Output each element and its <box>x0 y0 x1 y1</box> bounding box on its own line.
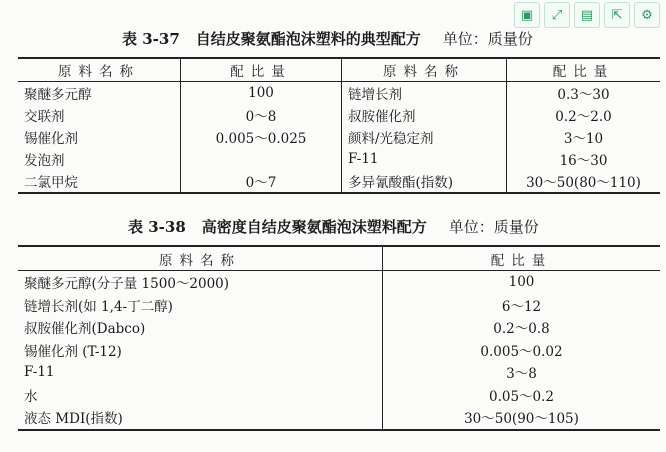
settings-icon[interactable]: ⚙ <box>634 2 660 28</box>
material-cell: 叔胺催化剂 <box>342 104 507 126</box>
header-amount: 配比量 <box>383 246 661 271</box>
formula-table-2 <box>18 245 660 431</box>
table2-number: 表 3-38 <box>128 218 186 236</box>
material-cell: 聚醚多元醇(分子量 1500～2000) <box>18 271 383 294</box>
amount-cell: 16～30 <box>559 153 608 169</box>
expand-icon[interactable]: ⤢ <box>544 2 570 28</box>
table1-caption <box>122 28 666 49</box>
amount-cell: 3～8 <box>506 366 537 383</box>
table2-title: 高密度自结皮聚氨酯泡沫塑料配方 <box>201 218 427 236</box>
table-row <box>18 384 660 407</box>
amount-cell: 0.3～30 <box>557 87 610 103</box>
material-cell: F-11 <box>342 148 507 170</box>
table-row <box>18 82 660 105</box>
table-row <box>18 170 660 193</box>
table2-unit: 单位：质量份 <box>448 218 539 236</box>
amount-cell: 0～7 <box>181 170 342 193</box>
amount-cell: 30～50(90～105) <box>464 411 579 428</box>
material-cell: 水 <box>18 384 383 407</box>
amount-cell: 0.005～0.025 <box>181 126 342 148</box>
table-header-row <box>18 246 660 271</box>
table1-title: 自结皮聚氨酯泡沫塑料的典型配方 <box>195 30 421 48</box>
table-row <box>18 126 660 148</box>
material-cell: 二氯甲烷 <box>18 170 181 193</box>
table-row <box>18 271 660 294</box>
amount-cell: 0.2～0.8 <box>493 321 550 338</box>
table-header-row <box>18 58 660 82</box>
save-icon[interactable]: ▤ <box>574 2 600 28</box>
table2-caption <box>128 216 666 237</box>
amount-cell: 100 <box>508 274 535 291</box>
table-row <box>18 406 660 430</box>
material-cell: 交联剂 <box>18 104 181 126</box>
header-amount: 配比量 <box>507 58 661 82</box>
table-row <box>18 316 660 339</box>
material-cell: 链增长剂 <box>342 82 507 105</box>
table-row <box>18 339 660 362</box>
header-material-name: 原料名称 <box>342 58 507 82</box>
material-cell: 叔胺催化剂(Dabco) <box>18 316 383 339</box>
material-cell: 链增长剂(如 1,4-丁二醇) <box>18 294 383 317</box>
material-cell: 液态 MDI(指数) <box>18 406 383 430</box>
header-material-name: 原料名称 <box>18 246 383 271</box>
table-row <box>18 294 660 317</box>
table1-number: 表 3-37 <box>122 30 180 48</box>
formula-table-1 <box>18 57 660 194</box>
amount-cell: 6～12 <box>501 298 542 315</box>
amount-cell: 0.05～0.2 <box>488 388 555 405</box>
amount-cell: 100 <box>181 82 342 105</box>
amount-cell: 30～50(80～110) <box>526 175 641 191</box>
table-row <box>18 148 660 170</box>
amount-cell: 0～8 <box>181 104 342 126</box>
material-cell: 锡催化剂 (T-12) <box>18 339 383 362</box>
material-cell: 锡催化剂 <box>18 126 181 148</box>
material-cell: 发泡剂 <box>18 148 181 170</box>
header-material-name: 原料名称 <box>18 58 181 82</box>
amount-cell: 3～10 <box>563 131 604 147</box>
toolbar <box>514 2 660 28</box>
amount-cell: 0.005～0.02 <box>480 343 563 360</box>
table-row <box>18 104 660 126</box>
amount-cell <box>181 148 342 170</box>
material-cell: F-11 <box>18 361 383 384</box>
table-row <box>18 361 660 384</box>
material-cell: 颜料/光稳定剂 <box>342 126 507 148</box>
material-cell: 聚醚多元醇 <box>18 82 181 105</box>
material-cell: 多异氰酸酯(指数) <box>342 170 507 193</box>
amount-cell: 0.2～2.0 <box>555 109 612 125</box>
table1-unit: 单位：质量份 <box>442 30 533 48</box>
share-icon[interactable]: ⇱ <box>604 2 630 28</box>
header-amount: 配比量 <box>181 58 342 82</box>
note-icon[interactable]: ▣ <box>514 2 540 28</box>
